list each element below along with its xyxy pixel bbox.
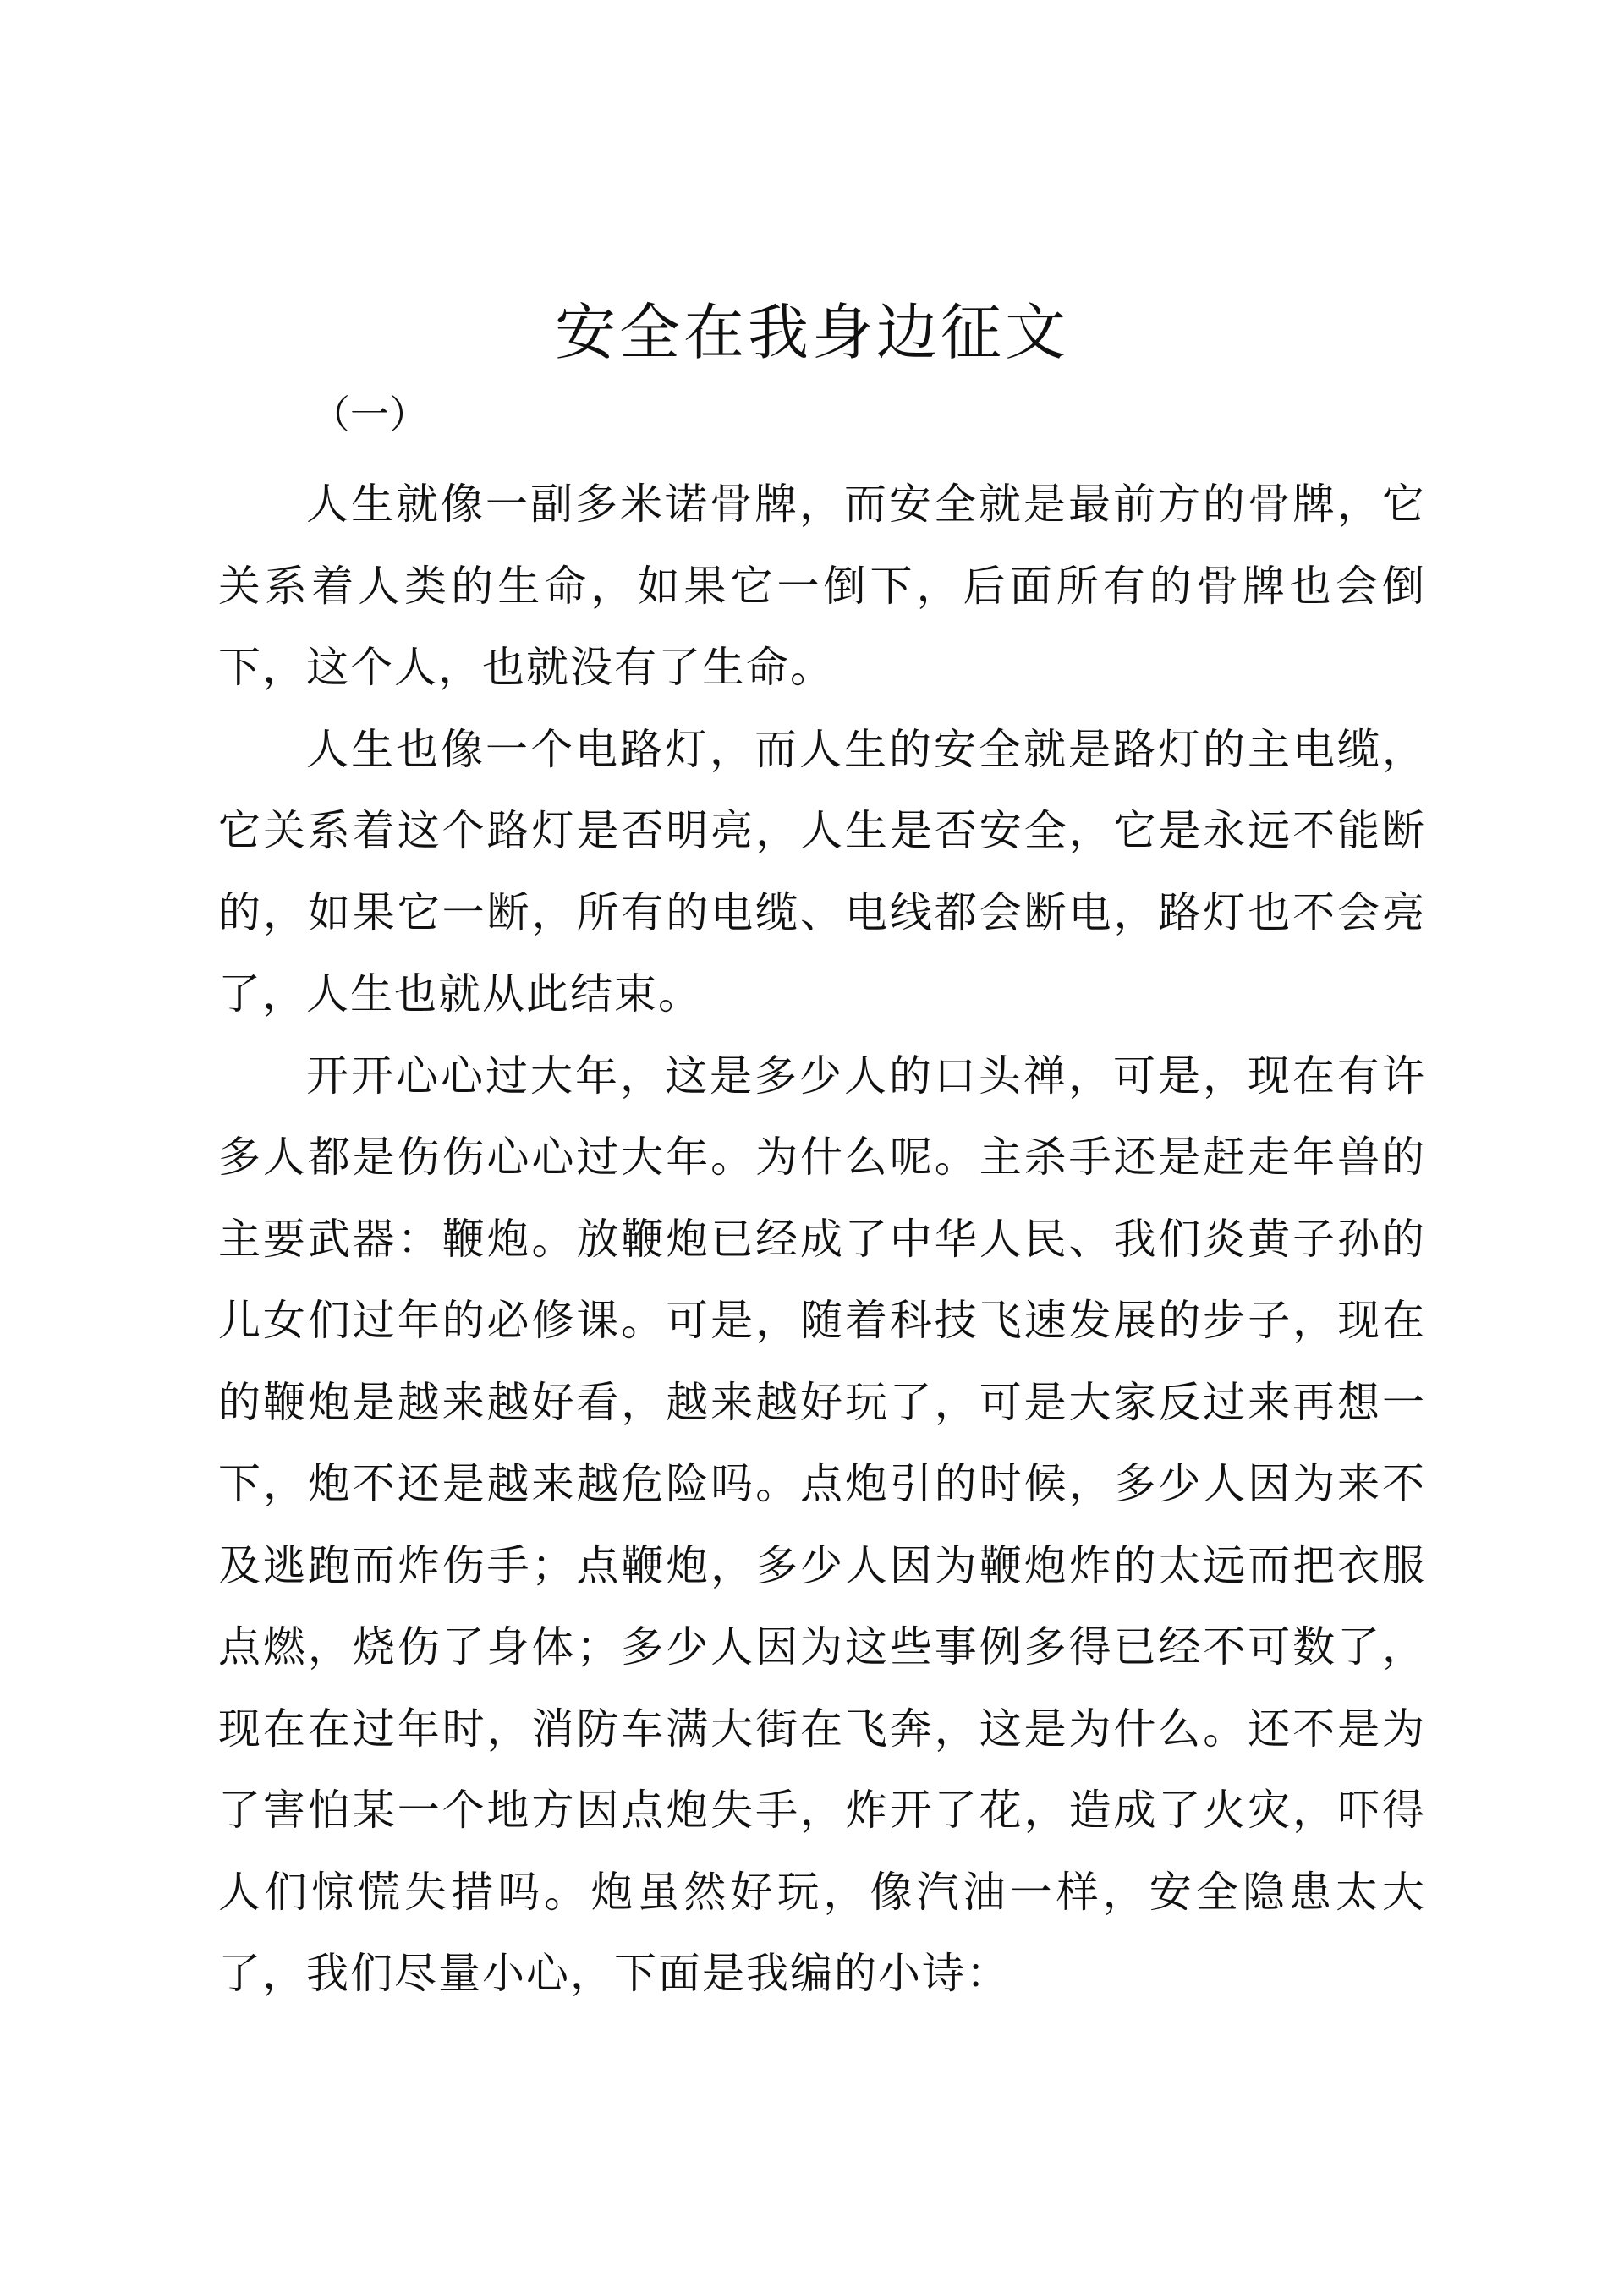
- document-title: 安全在我身边征文: [554, 297, 1069, 368]
- paragraph-domino: 人生就像一副多米诺骨牌，而安全就是最前方的骨牌，它关系着人类的生命，如果它一倒下，后面所有的骨牌也会倒下，这个人，也就没有了生命。: [218, 480, 1426, 692]
- paragraph-streetlight: 人生也像一个电路灯，而人生的安全就是路灯的主电缆，它关系着这个路灯是否明亮，人生是否安全，它是永远不能断的，如果它一断，所有的电缆、电线都会断电，路灯也不会亮了，人生也就从此结束。: [218, 724, 1426, 1018]
- paragraph-firecrackers: 开开心心过大年，这是多少人的口头禅，可是，现在有许多人都是伤伤心心过大年。为什么呢。主杀手还是赶走年兽的主要武器：鞭炮。放鞭炮已经成了中华人民、我们炎黄子孙的儿女们过年的必修课。可是，随着科技飞速发展的步子，现在的鞭炮是越来越好看，越来越好玩了，可是大家反过来再想一下，炮不还是越来越危险吗。点炮引的时候，多少人因为来不及逃跑而炸伤手；点鞭炮，多少人因为鞭炮炸的太远而把衣服点燃，烧伤了身体；多少人因为这些事例多得已经不可数了，现在在过年时，消防车满大街在飞奔，这是为什么。还不是为了害怕某一个地方因点炮失手，炸开了花，造成了火灾，吓得人们惊慌失措吗。炮虽然好玩，像汽油一样，安全隐患太大了，我们尽量小心，下面是我编的小诗：: [218, 1051, 1426, 1998]
- document-body: [218, 464, 1426, 2015]
- section-marker: （一）: [311, 392, 428, 437]
